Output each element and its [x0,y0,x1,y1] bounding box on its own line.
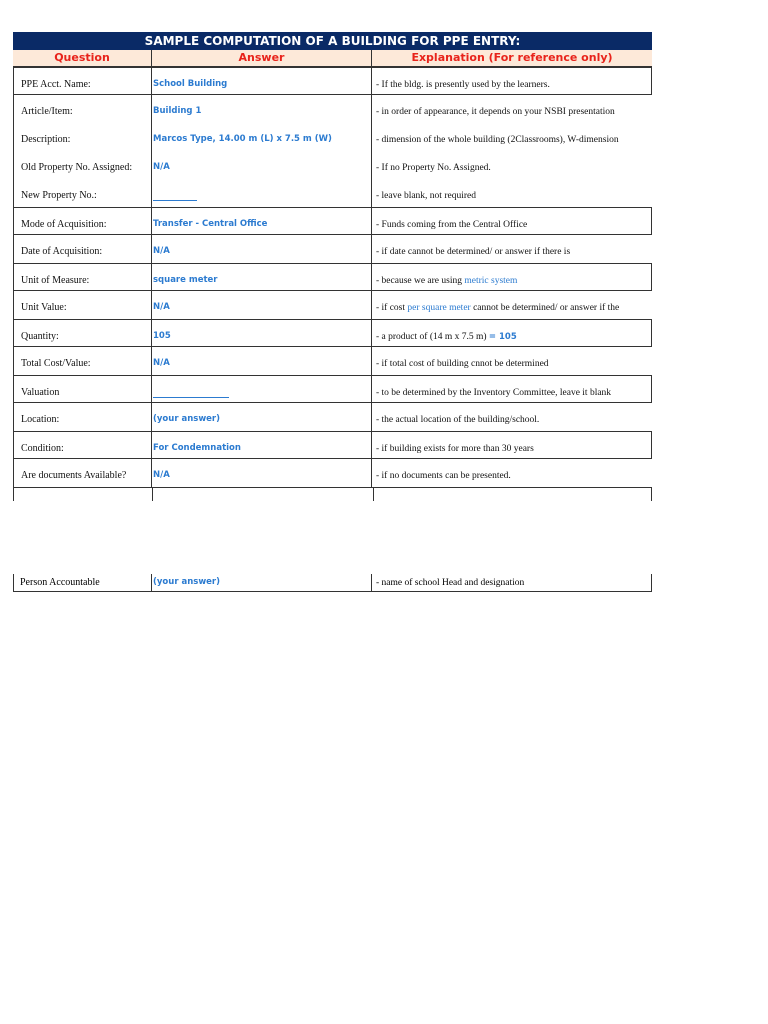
explanation-cell: - leave blank, not required [376,191,476,201]
question-cell: Location: [14,403,152,431]
table-row [13,459,652,487]
question-cell: Total Cost/Value: [14,347,152,375]
ppe-sheet [13,32,652,501]
table-row [13,95,652,123]
answer-cell: square meter [152,264,372,290]
explanation-cell: - if no documents can be presented. [376,471,511,481]
explanation-cell [372,320,651,346]
answer-cell: Building 1 [152,95,372,123]
explanation-text: cannot be determined/ or answer if the [470,303,620,313]
explanation-highlight: per square meter [407,303,471,313]
question-cell: Date of Acquisition: [14,235,152,263]
answer-cell: (your answer) [152,403,372,431]
explanation-cell: - if date cannot be determined/ or answer if there is [376,247,571,257]
table-row [13,235,652,263]
blank-answer-line [153,387,229,398]
table-row [13,263,652,291]
explanation-cell: - in order of appearance, it depends on your NSBI presentation [376,107,615,117]
table-row [13,319,652,347]
table-row [13,151,652,179]
header-answer: Answer [152,50,372,66]
explanation-text: - a product of (14 m x 7.5 m) [376,332,489,342]
empty-row [13,487,652,501]
question-cell: Mode of Acquisition: [14,208,152,234]
header-explanation: Explanation (For reference only) [411,51,613,64]
table-row [13,291,652,319]
explanation-cell: - Funds coming from the Central Office [376,220,528,230]
question-cell: Quantity: [14,320,152,346]
table-row [13,431,652,459]
question-cell: Condition: [14,432,152,458]
question-cell: Valuation [14,376,152,402]
answer-cell [152,376,372,402]
blank-answer-line [153,190,197,201]
answer-cell: Marcos Type, 14.00 m (L) x 7.5 m (W) [152,123,372,151]
answer-cell: N/A [152,151,372,179]
table-row [13,123,652,151]
question-cell: Are documents Available? [14,459,152,487]
answer-cell: N/A [152,235,372,263]
question-cell: Article/Item: [14,95,152,123]
table-row [13,179,652,207]
explanation-cell [372,264,651,290]
question-cell: New Property No.: [14,179,152,207]
answer-cell: School Building [152,68,372,94]
question-cell: Old Property No. Assigned: [14,151,152,179]
person-accountable-row [13,574,652,592]
answer-cell: 105 [152,320,372,346]
header-question: Question [13,50,152,66]
explanation-cell: - If the bldg. is presently used by the learners. [376,80,550,90]
answer-cell: N/A [152,347,372,375]
explanation-cell: - if building exists for more than 30 years [376,444,534,454]
explanation-cell: - the actual location of the building/school. [376,415,540,425]
explanation-highlight: = 105 [488,332,517,342]
table-row [13,207,652,235]
header-row [13,50,652,67]
explanation-cell: - if total cost of building cnnot be determined [376,359,549,369]
answer-cell: N/A [152,291,372,319]
explanation-highlight: metric system [464,276,518,286]
table-row [13,375,652,403]
empty-cell [153,488,374,501]
last-question: Person Accountable [14,574,152,591]
sheet-title: SAMPLE COMPUTATION OF A BUILDING FOR PPE ENTRY: [13,32,652,50]
explanation-cell: - dimension of the whole building (2Classrooms), W-dimension [376,135,619,145]
table-body [13,67,652,501]
table-row [13,67,652,95]
table-row [13,347,652,375]
explanation-cell: - to be determined by the Inventory Committee, leave it blank [376,388,612,398]
last-answer: (your answer) [152,574,372,591]
question-cell: Unit Value: [14,291,152,319]
explanation-text: - because we are using [376,276,465,286]
answer-cell [152,179,372,207]
explanation-text: - if cost [376,303,408,313]
answer-cell: N/A [152,459,372,487]
explanation-cell: - If no Property No. Assigned. [376,163,491,173]
explanation-cell [372,291,652,319]
question-cell: Description: [14,123,152,151]
answer-cell: Transfer - Central Office [152,208,372,234]
last-explanation: - name of school Head and designation [376,578,525,588]
question-cell: Unit of Measure: [14,264,152,290]
question-cell: PPE Acct. Name: [14,68,152,94]
table-row [13,403,652,431]
answer-cell: For Condemnation [152,432,372,458]
empty-cell [14,488,153,501]
